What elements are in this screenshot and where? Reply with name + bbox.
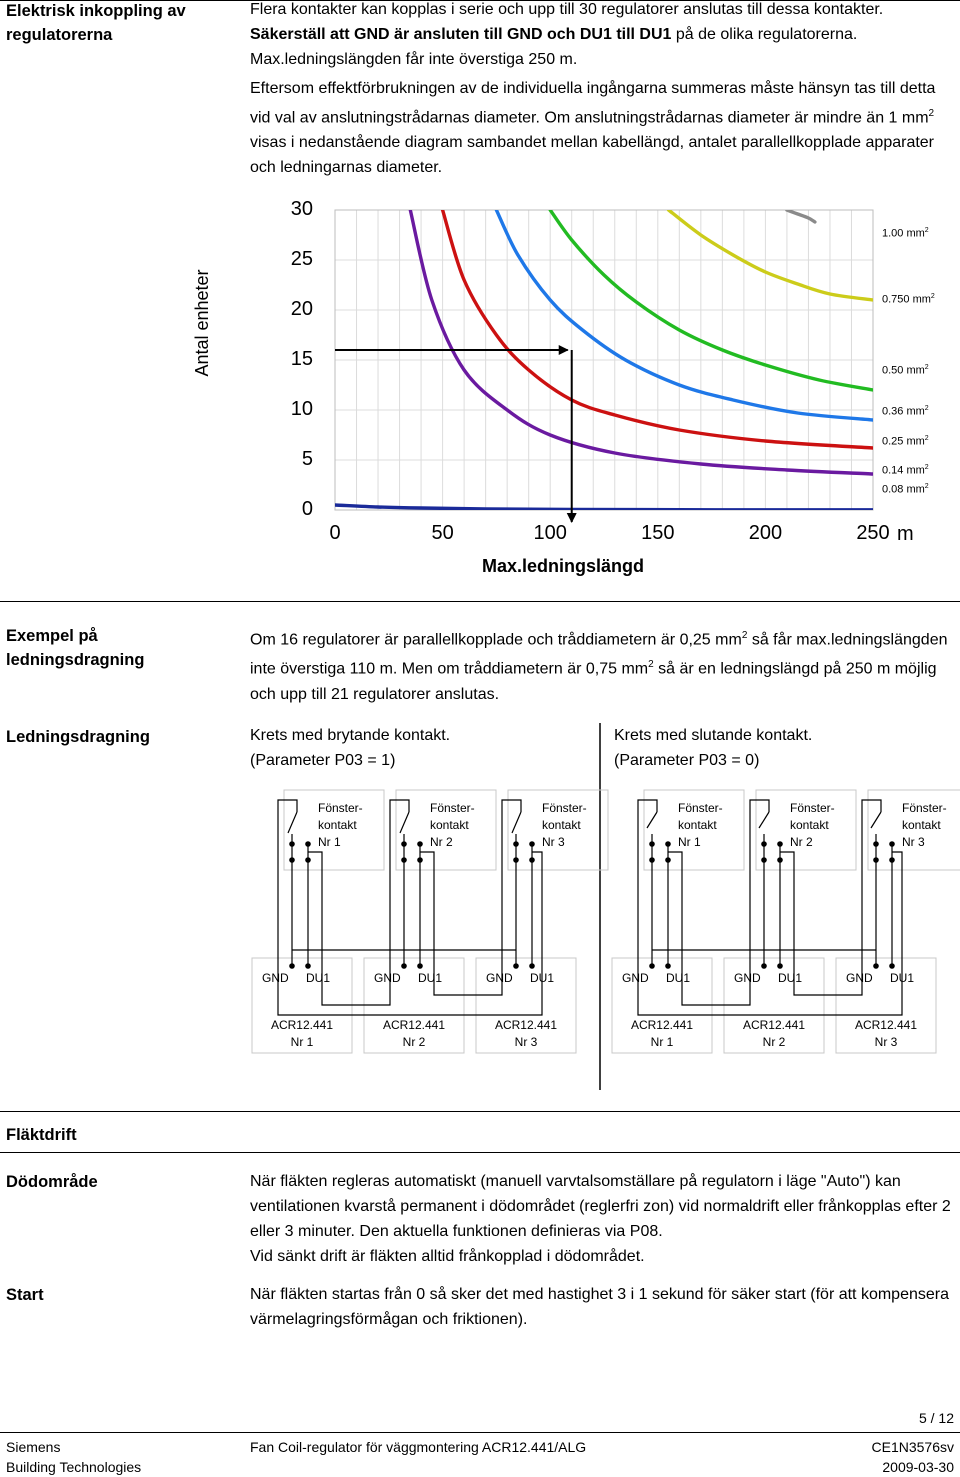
series-line: [335, 505, 873, 510]
regulator-gnd-label: GND: [262, 971, 289, 985]
series-label: 1.00 $mm^2$: [882, 227, 929, 240]
x-tick-label: 100: [533, 522, 567, 544]
p2-text-b: visas i nedanstående diagram sambandet mellan kabellängd, antalet parallellkopplade apparater och ledningarnas diameter.: [250, 134, 935, 177]
switch-blade-open: [759, 812, 769, 828]
x-tick-label: 50: [431, 522, 454, 544]
series-label: 0.750 $mm^2$: [882, 293, 935, 306]
contact-label: Nr 3: [902, 835, 925, 849]
regulator-du1-label: DU1: [306, 971, 331, 985]
switch-top-lead: [401, 800, 409, 812]
regulator-model-label: ACR12.441: [742, 1018, 806, 1032]
switch-blade-open: [647, 812, 657, 828]
footer-company-line2: Building Technologies: [6, 1459, 142, 1475]
rule-before-fan: [0, 1111, 960, 1112]
example-text-a: Om 16 regulatorer är parallellkopplade och tråddiametern är 0,25 mm: [250, 631, 742, 649]
regulator-model-label: ACR12.441: [630, 1018, 694, 1032]
p2-text-a: Eftersom effektförbrukningen av de individuella ingångarna summeras måste hänsyn tas till detta vid val av anslutningstrådarnas diameter. Om anslutningstrådarnas diameter är mindre än 1 mm: [250, 80, 936, 127]
series-label: 0.14 $mm^2$: [882, 464, 929, 477]
regulator-gnd-label: GND: [734, 971, 761, 985]
footer-company: [6, 1437, 141, 1477]
footer-company-line1: Siemens: [6, 1439, 61, 1455]
footer-doc-meta: [872, 1437, 955, 1477]
section-label-wiring: Ledningsdragning: [6, 728, 150, 746]
regulator-du1-label: DU1: [890, 971, 915, 985]
series-line: [410, 210, 873, 474]
switch-top-lead: [873, 800, 881, 812]
footer-doc-title: Fan Coil-regulator för väggmontering ACR12.441/ALG: [250, 1439, 587, 1455]
switch-top-lead: [649, 800, 657, 812]
regulator-number-label: Nr 2: [402, 1035, 426, 1049]
contact-label: Fönster-: [318, 801, 363, 815]
p1-text-c: på de olika regulatorerna. Max.ledningslängden får inte överstiga 250 m.: [250, 26, 858, 68]
switch-blade-open: [871, 812, 881, 828]
switch-top-lead: [289, 800, 297, 812]
regulator-model-label: ACR12.441: [270, 1018, 334, 1032]
x-unit-label: m: [897, 523, 914, 545]
section1-paragraph1: [250, 0, 950, 72]
contact-label: Nr 2: [790, 835, 813, 849]
x-tick-label: 0: [329, 522, 341, 544]
regulator-gnd-label: GND: [486, 971, 513, 985]
example-text-b: så får max.ledningslängden inte överstiga 110 m. Men om tråddiametern är 0,75 mm: [250, 631, 948, 678]
regulator-number-label: Nr 3: [874, 1035, 898, 1049]
contact-label: kontakt: [790, 818, 829, 832]
switch-blade-closed: [512, 812, 521, 833]
p1-text-a: Flera kontakter kan kopplas i serie och upp till 30 regulatorer anslutas till dessa kontakter.: [250, 1, 884, 18]
contact-label: Fönster-: [430, 801, 475, 815]
switch-top-lead: [513, 800, 521, 812]
y-tick-label: 10: [290, 398, 313, 420]
deadband-text-1: När fläkten regleras automatiskt (manuell varvtalsomställare på regulatorn i läge "Auto") kan ventilationen kvarstå permanent i dödområdet (reglerfri zon) vid normaldrift eller frånkopplas efter 2 eller 3 minuter. Den aktuella funktionen definieras via P08.: [250, 1173, 951, 1240]
contact-label: Nr 1: [318, 835, 341, 849]
regulator-du1-label: DU1: [778, 971, 803, 985]
footer-doc-code: CE1N3576sv: [871, 1439, 954, 1455]
series-label: 0.50 $mm^2$: [882, 364, 929, 377]
x-tick-label: 150: [641, 522, 675, 544]
circuit-left-line1: Krets med brytande kontakt.: [250, 727, 451, 744]
y-tick-label: 5: [301, 448, 313, 470]
switch-blade-closed: [400, 812, 409, 833]
contact-label: kontakt: [678, 818, 717, 832]
contact-label: Fönster-: [902, 801, 947, 815]
series-label: 0.25 $mm^2$: [882, 435, 929, 448]
series-label: 0.36 $mm^2$: [882, 405, 929, 418]
chart-plot-area: [0, 190, 960, 580]
deadband-text-2: Vid sänkt drift är fläkten alltid frånkopplad i dödområdet.: [250, 1248, 645, 1265]
example-sup-2: 2: [648, 659, 654, 671]
contact-label: kontakt: [542, 818, 581, 832]
regulator-model-label: ACR12.441: [382, 1018, 446, 1032]
series-line: [669, 210, 873, 300]
p2-sup: 2: [928, 108, 935, 119]
regulator-number-label: Nr 1: [290, 1035, 314, 1049]
contact-label: Fönster-: [542, 801, 587, 815]
switch-top-lead: [761, 800, 769, 812]
regulator-model-label: ACR12.441: [854, 1018, 918, 1032]
contact-label: kontakt: [902, 818, 941, 832]
page-number: 5 / 12: [918, 1410, 954, 1426]
footer-rule: [0, 1432, 960, 1433]
contact-label: Fönster-: [790, 801, 835, 815]
series-line: [550, 210, 873, 390]
y-tick-label: 20: [290, 298, 313, 320]
regulator-number-label: Nr 1: [650, 1035, 674, 1049]
section-label-example: Exempel på ledningsdragning: [6, 627, 145, 669]
footer-doc-date: 2009-03-30: [882, 1459, 954, 1475]
y-tick-label: 25: [290, 248, 313, 270]
x-tick-label: 250: [856, 522, 890, 544]
x-axis-label: Max.ledningslängd: [482, 556, 645, 576]
start-paragraph: När fläkten startas från 0 så sker det med hastighet 3 i 1 sekund för säker start (för att kompensera värmelagringsförmågan och friktionen).: [250, 1286, 949, 1328]
section-label-deadband: Dödområde: [6, 1173, 98, 1191]
contact-label: kontakt: [318, 818, 357, 832]
series-label: 0.08 $mm^2$: [882, 483, 929, 496]
regulator-gnd-label: GND: [846, 971, 873, 985]
regulator-model-label: ACR12.441: [494, 1018, 558, 1032]
regulator-gnd-label: GND: [374, 971, 401, 985]
circuit-right-line1: Krets med slutande kontakt.: [614, 727, 813, 744]
circuit-right-line2: (Parameter P03 = 0): [614, 752, 760, 769]
p1-text-bold: Säkerställ att GND är ansluten till GND och DU1 till DU1: [250, 26, 672, 43]
example-paragraph: [250, 623, 950, 707]
regulator-du1-label: DU1: [666, 971, 691, 985]
wiring-diagram: [0, 715, 960, 1095]
rule-after-fan-heading: [0, 1152, 960, 1153]
y-tick-label: 0: [301, 498, 313, 520]
contact-label: Fönster-: [678, 801, 723, 815]
section-label-start: Start: [6, 1286, 44, 1304]
wire-length-chart: [0, 190, 960, 580]
x-tick-label: 200: [748, 522, 783, 544]
deadband-paragraph: [250, 1169, 960, 1269]
section1-paragraph2: [250, 76, 950, 180]
y-axis-label: Antal enheter: [192, 269, 212, 377]
example-sup-1: 2: [741, 630, 748, 641]
contact-label: kontakt: [430, 818, 469, 832]
example-text-c: så är en ledningslängd på 250 m möjlig och upp till 21 regulatorer anslutas.: [250, 660, 937, 703]
contact-label: Nr 3: [542, 835, 565, 849]
contact-label: Nr 2: [430, 835, 453, 849]
regulator-du1-label: DU1: [530, 971, 555, 985]
regulator-number-label: Nr 2: [762, 1035, 786, 1049]
y-tick-label: 30: [290, 198, 313, 220]
rule-before-example: [0, 601, 960, 602]
contact-label: Nr 1: [678, 835, 701, 849]
regulator-du1-label: DU1: [418, 971, 443, 985]
switch-blade-closed: [288, 812, 297, 833]
circuit-left-line2: (Parameter P03 = 1): [250, 752, 396, 769]
regulator-number-label: Nr 3: [514, 1035, 538, 1049]
section-heading-fan: Fläktdrift: [6, 1126, 77, 1144]
section-label-electrical: Elektrisk inkoppling av regulatorerna: [6, 2, 186, 44]
regulator-gnd-label: GND: [622, 971, 649, 985]
series-line: [787, 210, 815, 222]
y-tick-label: 15: [290, 348, 313, 370]
